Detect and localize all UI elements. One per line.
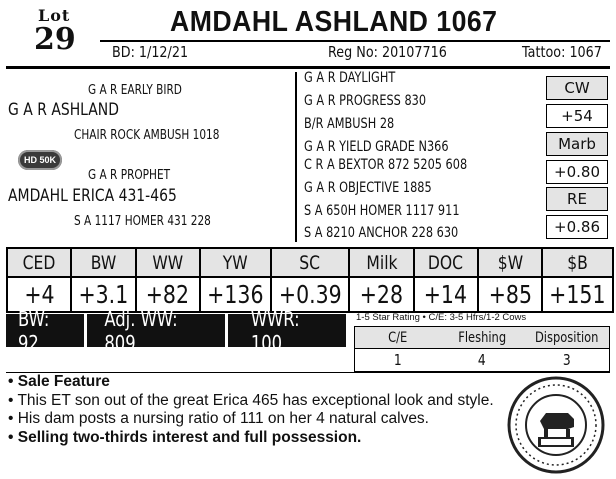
- section-divider: [6, 66, 610, 69]
- epd-label: BW: [90, 251, 117, 274]
- pedigree-right-item: G A R DAYLIGHT: [304, 70, 396, 86]
- rating-header-row: [355, 327, 609, 349]
- epd-table: [6, 247, 614, 313]
- rating-note: 1-5 Star Rating • C/E: 3-5 Hfrs/1-2 Cows: [356, 312, 527, 323]
- pedigree-right-item: C R A BEXTOR 872 5205 608: [304, 157, 468, 173]
- epd-label: $B: [567, 251, 588, 274]
- rating-value: 1: [393, 350, 402, 369]
- rating-header: Fleshing: [458, 329, 506, 346]
- birth-date: BD: 1/12/21: [112, 43, 189, 61]
- epd-label: WW: [152, 251, 184, 274]
- note-item: • His dam posts a nursing ratio of 111 on her 4 natural calves.: [8, 410, 429, 427]
- rating-header: Disposition: [534, 329, 599, 346]
- cw-label: CW: [546, 76, 608, 100]
- pedigree-right-item: S A 650H HOMER 1117 911: [304, 203, 460, 219]
- epd-label: CED: [22, 251, 56, 274]
- lot-number: 29: [34, 22, 76, 57]
- re-value: +0.86: [546, 215, 608, 239]
- epd-label: $W: [497, 251, 523, 274]
- epd-label: SC: [299, 251, 321, 274]
- epd-label: Milk: [365, 251, 398, 274]
- hd50k-badge-icon: HD 50K: [18, 150, 62, 170]
- cw-value: +54: [546, 104, 608, 128]
- sale-notes: [8, 373, 508, 447]
- pedigree-sire-dam: CHAIR ROCK AMBUSH 1018: [74, 127, 220, 143]
- birth-weight: BW: 92: [6, 314, 87, 347]
- tattoo: Tattoo: 1067: [522, 43, 602, 61]
- pedigree-sire: G A R ASHLAND: [8, 100, 119, 120]
- epd-column: [479, 249, 543, 311]
- lot-label: Lot: [38, 6, 71, 25]
- note-item: • Sale Feature: [8, 373, 110, 390]
- epd-value: +82: [146, 280, 190, 309]
- pedigree-right-item: G A R YIELD GRADE N366: [304, 139, 449, 155]
- weights-bar: [6, 306, 346, 355]
- epd-value: +14: [424, 280, 468, 309]
- animal-name: AMDAHL ASHLAND 1067: [170, 6, 498, 38]
- pedigree-right-item: B/R AMBUSH 28: [304, 116, 395, 132]
- rating-value-row: [355, 349, 609, 370]
- pedigree-dam-sire: G A R PROPHET: [88, 167, 171, 183]
- epd-value: +0.39: [278, 280, 342, 309]
- epd-column: [8, 249, 72, 311]
- epd-value: +85: [488, 280, 532, 309]
- epd-column: [137, 249, 201, 311]
- rating-table: [354, 326, 610, 372]
- epd-value: +151: [549, 280, 606, 309]
- pedigree-dam: AMDAHL ERICA 431-465: [8, 186, 177, 206]
- rating-value: 3: [562, 350, 571, 369]
- re-label: RE: [546, 187, 608, 211]
- pedigree-divider: [295, 72, 297, 242]
- header-divider: [100, 40, 610, 42]
- epd-value: +4: [24, 280, 55, 309]
- rating-value: 4: [478, 350, 486, 369]
- epd-column: [350, 249, 414, 311]
- registration-number: Reg No: 20107716: [328, 43, 447, 61]
- note-item: • This ET son out of the great Erica 465 has exceptional look and style.: [8, 391, 494, 409]
- epd-value: +136: [207, 280, 264, 309]
- note-item: • Selling two-thirds interest and full possession.: [8, 428, 362, 446]
- pedigree-right-item: S A 8210 ANCHOR 228 630: [304, 225, 459, 241]
- epd-column: [72, 249, 136, 311]
- epd-label: YW: [222, 251, 248, 274]
- epd-column: [201, 249, 272, 311]
- pedigree-right-item: G A R OBJECTIVE 1885: [304, 180, 432, 196]
- epd-label: DOC: [428, 251, 464, 274]
- epd-column: [272, 249, 351, 311]
- pedigree-right-item: G A R PROGRESS 830: [304, 93, 427, 109]
- marb-label: Marb: [546, 132, 608, 156]
- certified-angus-beef-seal-icon: [506, 375, 606, 475]
- marb-value: +0.80: [546, 160, 608, 184]
- epd-value: +28: [359, 280, 404, 309]
- pedigree-dam-dam: S A 1117 HOMER 431 228: [74, 213, 211, 229]
- weaning-weight-ratio: WWR: 100: [250, 306, 300, 355]
- epd-column: [415, 249, 479, 311]
- adjusted-weaning-weight: Adj. WW: 809: [87, 314, 228, 347]
- epd-column: [543, 249, 612, 311]
- pedigree-sire-sire: G A R EARLY BIRD: [88, 82, 182, 98]
- epd-value: +3.1: [78, 280, 129, 309]
- rating-header: C/E: [387, 329, 407, 346]
